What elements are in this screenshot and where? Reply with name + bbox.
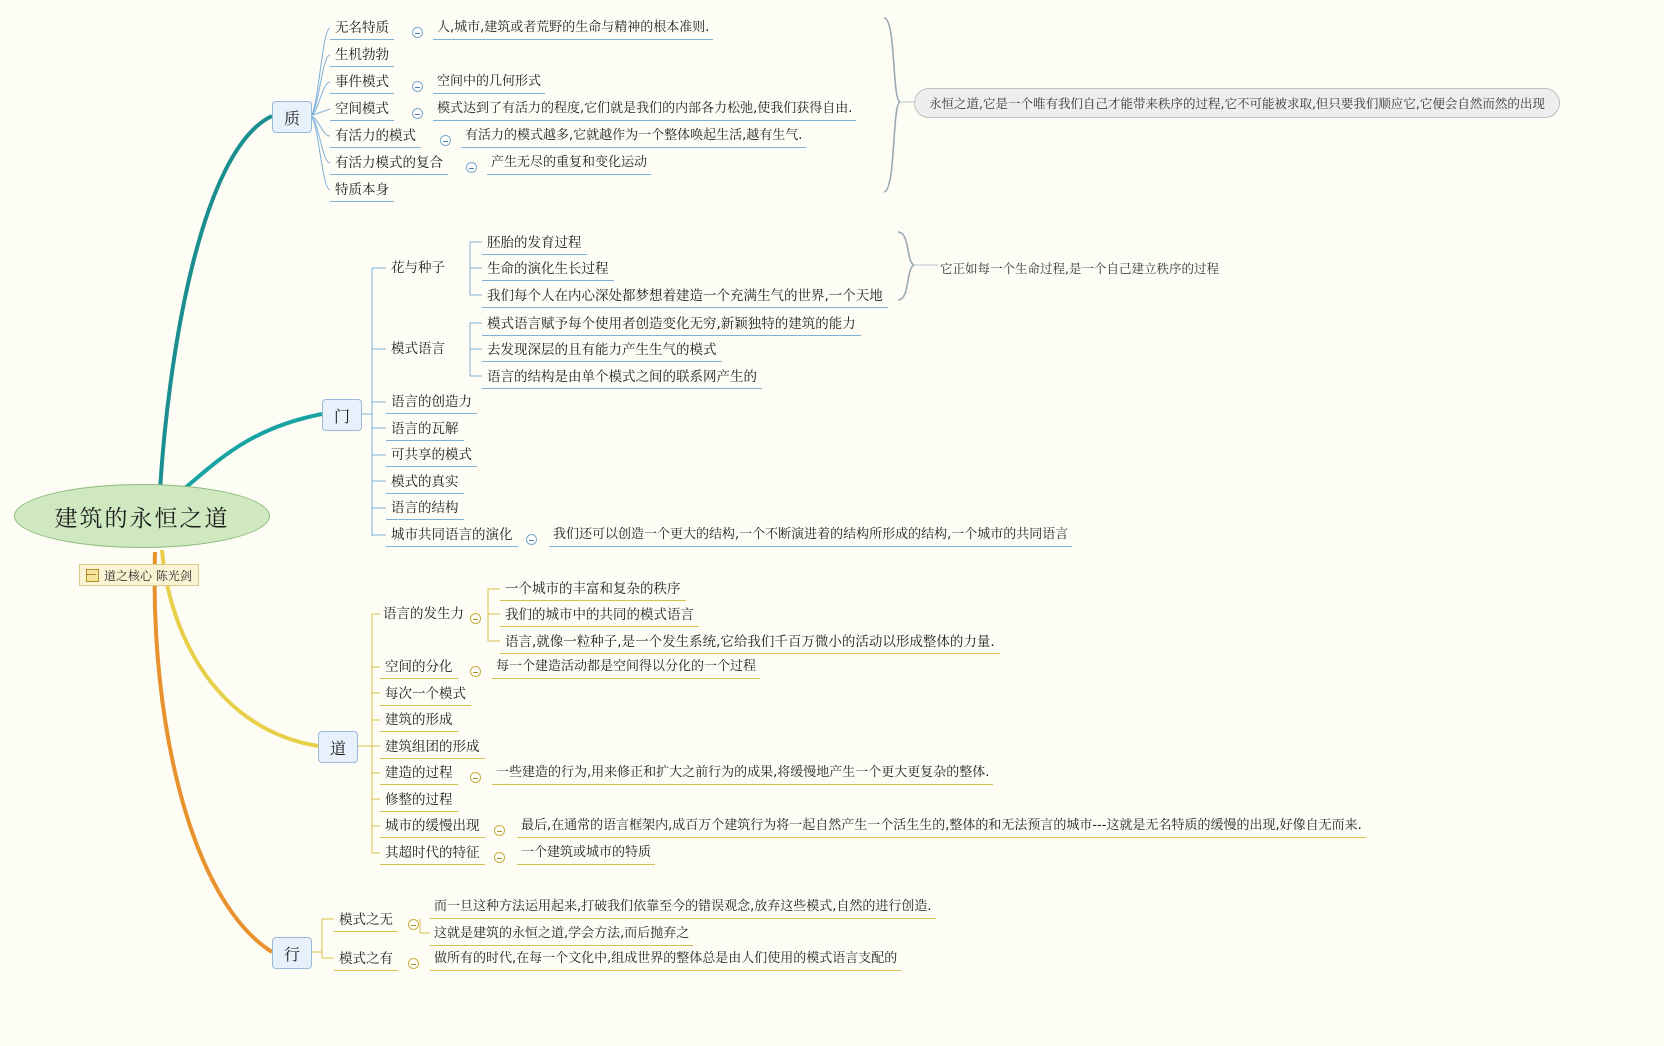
toggle-zhi-3[interactable] [412, 108, 423, 119]
note-zhi-5: 产生无尽的重复和变化运动 [487, 153, 651, 175]
toggle-men-5[interactable] [526, 534, 537, 545]
branch-men-label: 门 [333, 406, 350, 426]
node-dao-0[interactable]: 空间的分化 [380, 657, 458, 679]
note-xing-2: 做所有的时代,在每一个文化中,组成世界的整体总是由人们使用的模式语言支配的 [430, 949, 901, 971]
node-dao-5[interactable]: 修整的过程 [380, 790, 458, 812]
node-dao-4[interactable]: 建造的过程 [380, 763, 458, 785]
note-dao-6: 最后,在通常的语言框架内,成百万个建筑行为将一起自然产生一个活生生的,整体的和无法预言的城市---这就是无名特质的缓慢的出现,好像自无而来. [517, 816, 1366, 838]
note-men-5: 我们还可以创造一个更大的结构,一个不断演进着的结构所形成的结构,一个城市的共同语言 [549, 525, 1072, 547]
node-men-g1-c1[interactable]: 去发现深层的且有能力产生生气的模式 [482, 340, 722, 362]
node-zhi-0[interactable]: 无名特质 [330, 18, 394, 40]
summary-zhi-text: 永恒之道,它是一个唯有我们自己才能带来秩序的过程,它不可能被求取,但只要我们顺应它,它便会自然而然的出现 [929, 96, 1545, 111]
summary-men-g0: 它正如每一个生命过程,是一个自己建立秩序的过程 [940, 261, 1219, 276]
toggle-dao-7[interactable] [494, 852, 505, 863]
note-zhi-0: 人,城市,建筑或者荒野的生命与精神的根本准则. [433, 18, 713, 40]
note-dao-0: 每一个建造活动都是空间得以分化的一个过程 [492, 657, 760, 679]
branch-dao-label: 道 [329, 738, 346, 758]
node-dao-1[interactable]: 每次一个模式 [380, 684, 471, 706]
note-dao-4: 一些建造的行为,用来修正和扩大之前行为的成果,将缓慢地产生一个更大更复杂的整体. [492, 763, 993, 785]
node-zhi-3[interactable]: 空间模式 [330, 99, 394, 121]
note-dao-7: 一个建筑或城市的特质 [517, 843, 655, 865]
node-men-2[interactable]: 可共享的模式 [386, 445, 477, 467]
branch-dao[interactable] [318, 731, 358, 763]
toggle-zhi-4[interactable] [440, 135, 451, 146]
node-zhi-1[interactable]: 生机勃勃 [330, 45, 394, 67]
toggle-zhi-5[interactable] [466, 162, 477, 173]
toggle-xing-0[interactable] [408, 919, 419, 930]
note-zhi-4: 有活力的模式越多,它就越作为一个整体唤起生活,越有生气. [461, 126, 806, 148]
toggle-zhi-0[interactable] [412, 27, 423, 38]
summary-zhi [914, 88, 1560, 118]
toggle-dao-g0[interactable] [470, 613, 481, 624]
toggle-dao-6[interactable] [494, 825, 505, 836]
node-men-g0-c2[interactable]: 我们每个人在内心深处都梦想着建造一个充满生气的世界,一个天地 [482, 286, 888, 308]
toggle-zhi-2[interactable] [412, 81, 423, 92]
author-tag [79, 564, 199, 586]
node-dao-6[interactable]: 城市的缓慢出现 [380, 816, 485, 838]
node-men-g1-c2[interactable]: 语言的结构是由单个模式之间的联系网产生的 [482, 367, 762, 389]
toggle-dao-4[interactable] [470, 772, 481, 783]
grid-icon [86, 569, 99, 582]
node-men-group-1[interactable]: 模式语言 [391, 341, 445, 357]
node-dao-2[interactable]: 建筑的形成 [380, 710, 458, 732]
branch-xing[interactable] [272, 937, 312, 969]
node-dao-7[interactable]: 其超时代的特征 [380, 843, 485, 865]
node-men-4[interactable]: 语言的结构 [386, 498, 464, 520]
node-men-1[interactable]: 语言的瓦解 [386, 419, 464, 441]
note-xing-1: 这就是建筑的永恒之道,学会方法,而后抛弃之 [430, 924, 693, 946]
branch-zhi-label: 质 [283, 108, 300, 128]
branch-xing-label: 行 [283, 944, 300, 964]
branch-zhi[interactable] [272, 101, 312, 133]
root-label: 建筑的永恒之道 [54, 505, 230, 532]
toggle-xing-2[interactable] [408, 958, 419, 969]
node-men-group-0[interactable]: 花与种子 [391, 260, 445, 276]
author-tag-label: 道之核心 陈光剑 [104, 568, 192, 583]
node-men-5[interactable]: 城市共同语言的演化 [386, 525, 518, 547]
branch-men[interactable] [322, 399, 362, 431]
node-xing-0[interactable]: 模式之无 [334, 910, 398, 932]
node-zhi-5[interactable]: 有活力模式的复合 [330, 153, 448, 175]
note-zhi-3: 模式达到了有活力的程度,它们就是我们的内部各力松弛,使我们获得自由. [433, 99, 856, 121]
node-dao-g0-c2[interactable]: 语言,就像一粒种子,是一个发生系统,它给我们千百万微小的活动以形成整体的力量. [500, 632, 1000, 654]
node-zhi-2[interactable]: 事件模式 [330, 72, 394, 94]
note-zhi-2: 空间中的几何形式 [433, 72, 545, 94]
note-xing-0: 而一旦这种方法运用起来,打破我们依靠至今的错误观念,放弃这些模式,自然的进行创造. [430, 897, 936, 919]
root-node[interactable] [14, 484, 270, 548]
node-men-3[interactable]: 模式的真实 [386, 472, 464, 494]
node-men-g0-c0[interactable]: 胚胎的发育过程 [482, 233, 587, 255]
node-zhi-4[interactable]: 有活力的模式 [330, 126, 421, 148]
node-zhi-6[interactable]: 特质本身 [330, 180, 394, 202]
node-men-g1-c0[interactable]: 模式语言赋予每个使用者创造变化无穷,新颖独特的建筑的能力 [482, 314, 861, 336]
node-dao-g0-c0[interactable]: 一个城市的丰富和复杂的秩序 [500, 579, 686, 601]
node-dao-g0-c1[interactable]: 我们的城市中的共同的模式语言 [500, 605, 699, 627]
node-dao-group-0[interactable]: 语言的发生力 [383, 606, 464, 622]
node-men-0[interactable]: 语言的创造力 [386, 392, 477, 414]
node-dao-3[interactable]: 建筑组团的形成 [380, 737, 485, 759]
toggle-dao-0[interactable] [470, 666, 481, 677]
node-xing-2[interactable]: 模式之有 [334, 949, 398, 971]
node-men-g0-c1[interactable]: 生命的演化生长过程 [482, 259, 614, 281]
